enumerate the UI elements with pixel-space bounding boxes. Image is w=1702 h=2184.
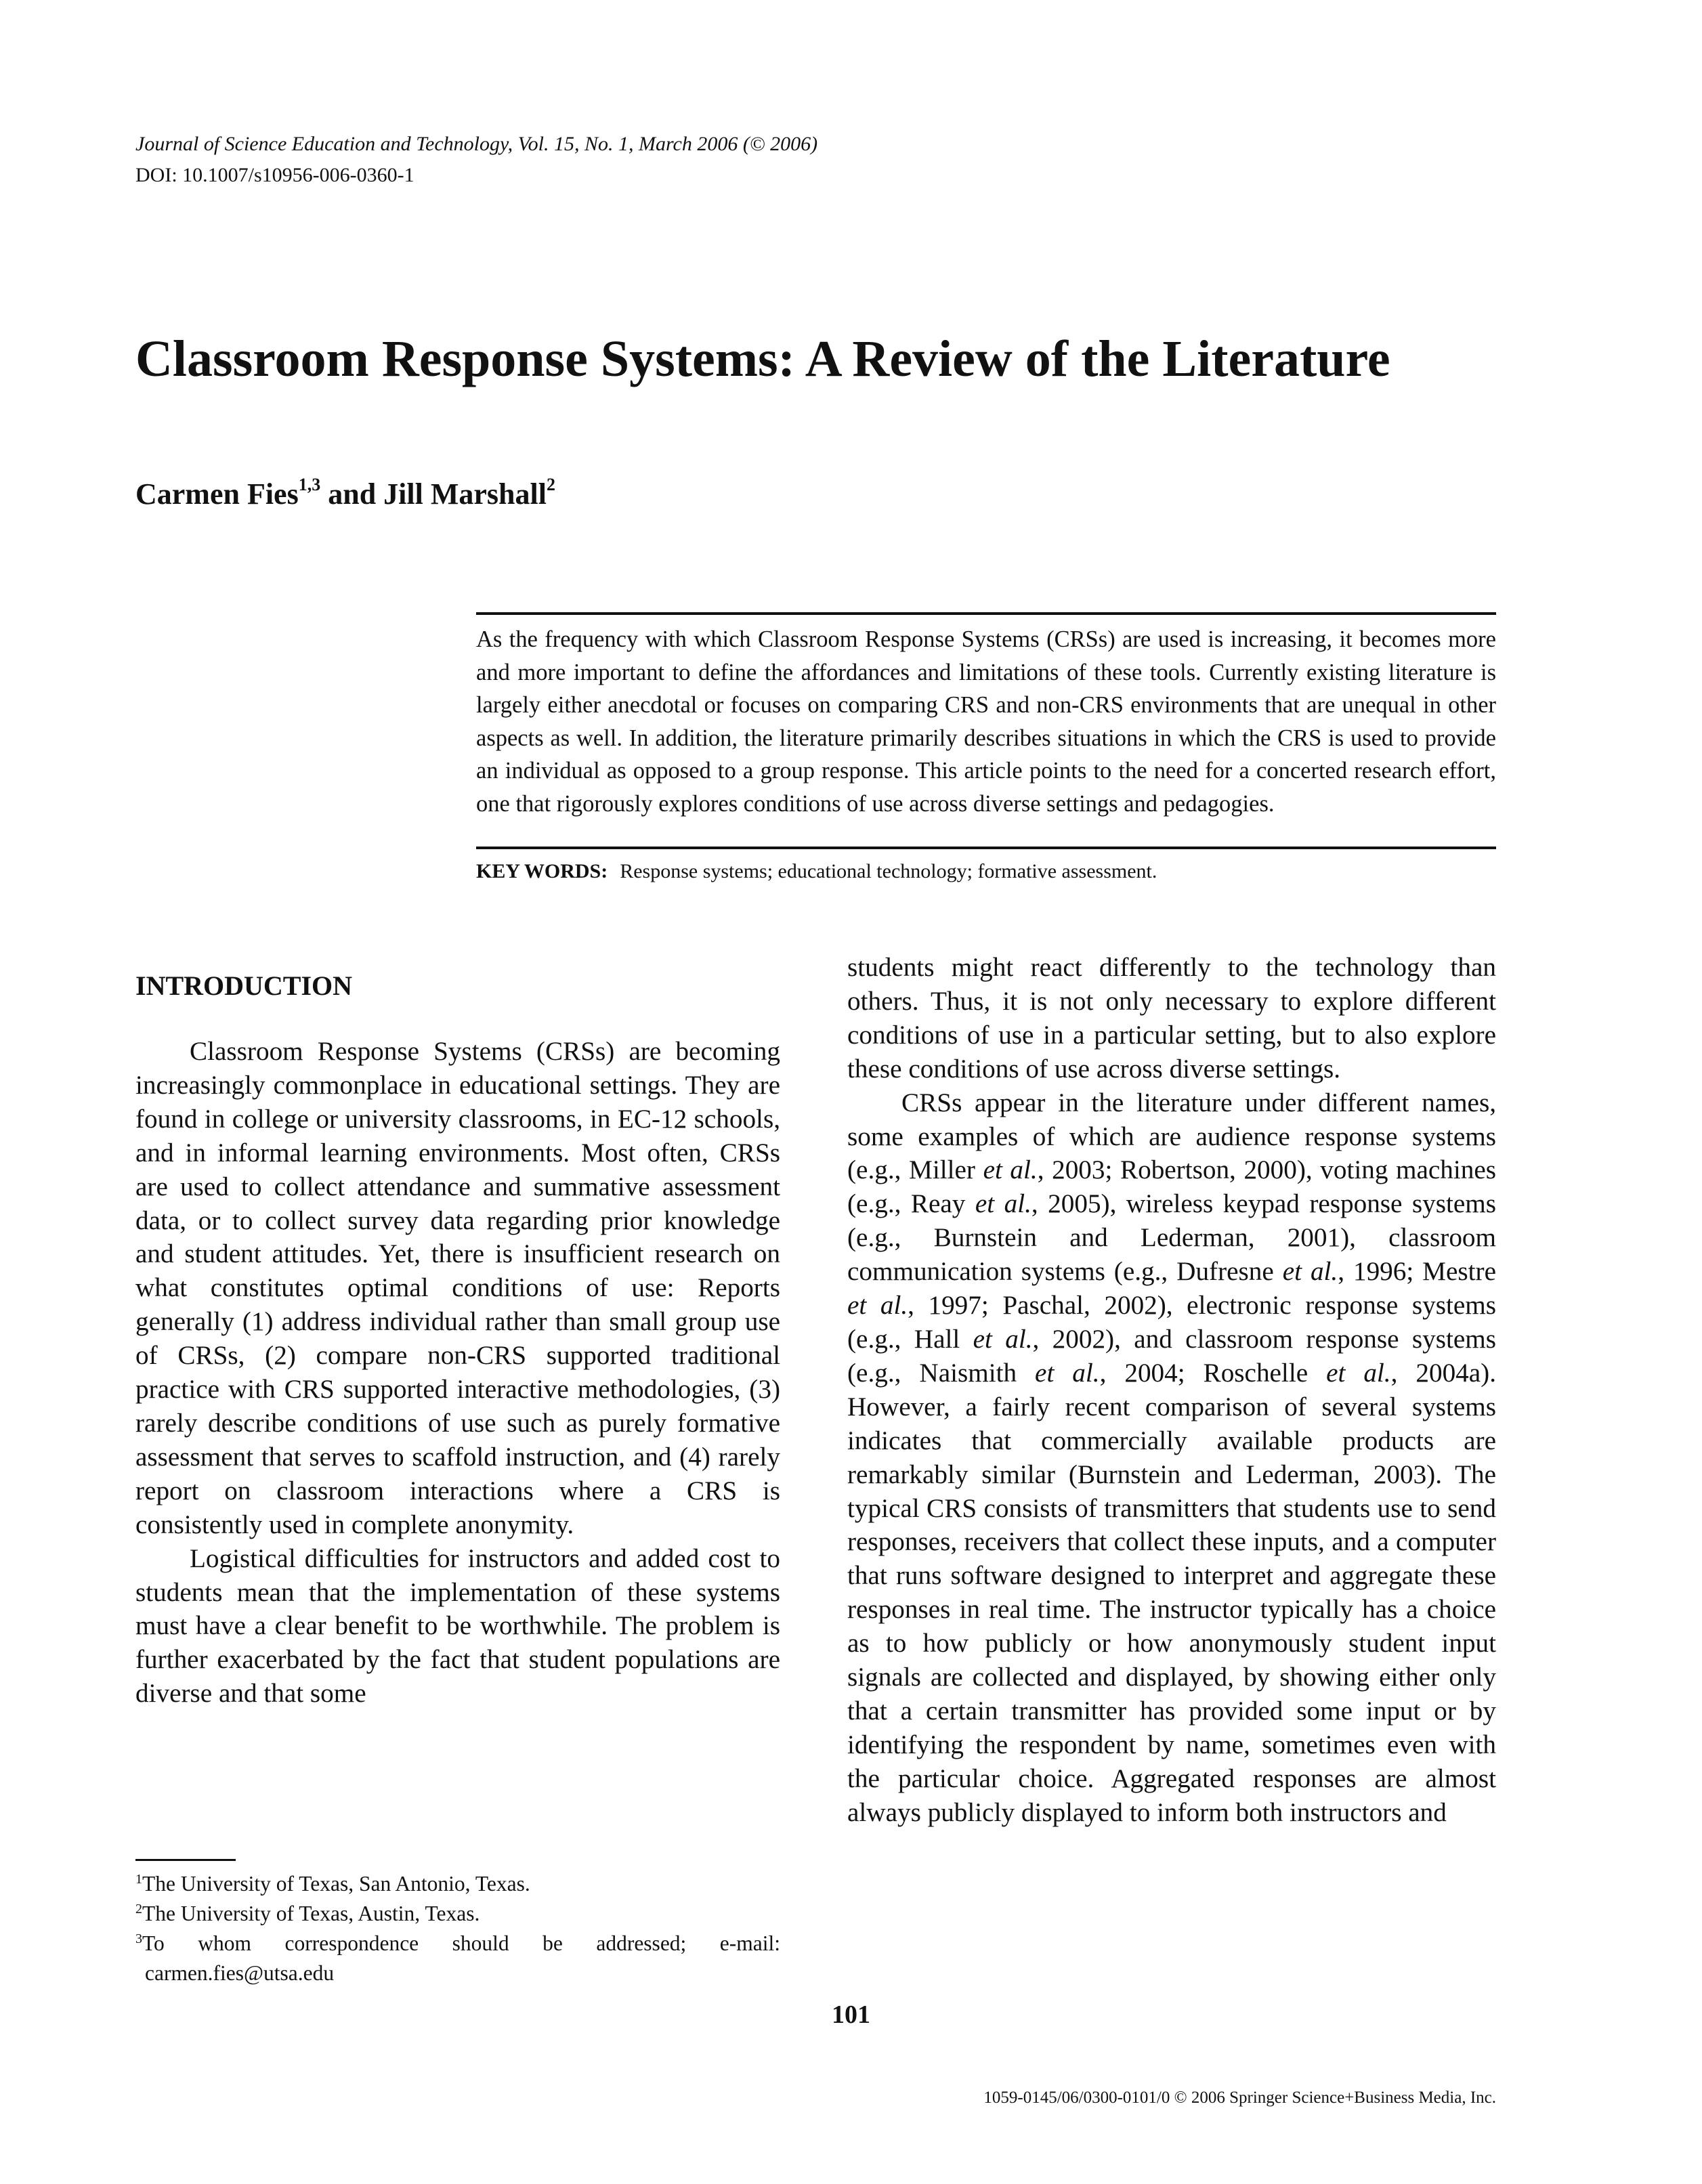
citation-etal: et al. <box>973 1324 1033 1354</box>
footnote <box>135 1869 780 1899</box>
footnote <box>135 1899 780 1929</box>
right-column <box>847 951 1496 1830</box>
text-run: , 2003; Robertson, 2000), voting machines (e.g., Reay <box>847 1155 1496 1219</box>
body-paragraph <box>847 1086 1496 1830</box>
section-heading: INTRODUCTION <box>135 970 353 1001</box>
keywords-text: Response systems; educational technology; formative assessment. <box>620 860 1157 882</box>
footnote-text: To whom correspondence should be addressed; e-mail: <box>142 1931 780 1955</box>
page-number: 101 <box>832 2000 870 2029</box>
author-name: Jill Marshall <box>383 477 547 511</box>
paper-title: Classroom Response Systems: A Review of the Literature <box>135 330 1390 387</box>
left-column <box>135 968 780 1711</box>
abstract-bottom-rule <box>476 847 1496 849</box>
text-run: , 2004; Roschelle <box>1099 1358 1327 1388</box>
footnote-mark: 1 <box>135 1872 142 1887</box>
footnote-email: carmen.fies@utsa.edu <box>145 1961 335 1985</box>
citation-etal: et al. <box>1282 1257 1338 1287</box>
keywords-label: KEY WORDS: <box>476 860 608 882</box>
footnote-mark: 3 <box>135 1931 142 1946</box>
footnote <box>135 1929 780 1958</box>
body-paragraph: Classroom Response Systems (CRSs) are becoming increasingly commonplace in educational settings. They are found in college or university classrooms, in EC-12 schools, and in informal learning environments. Most often, CRSs are used to collect attendance and summative assessment data, or to collect survey data regarding prior knowledge and student attitudes. Yet, there is insufficient research on what constitutes optimal conditions of use: Reports generally (1) address individual rather than small group use of CRSs, (2) compare non-CRS supported traditional practice with CRS supported interactive methodologies, (3) rarely describe conditions of use such as purely formative assessment that serves to scaffold instruction, and (4) rarely report on classroom interactions where a CRS is consistently used in complete anonymity. <box>135 1037 780 1539</box>
text-run: CRSs appear in the literature under different names, some examples of which are audience response systems (e.g., Miller <box>847 1088 1496 1185</box>
citation-etal: et al. <box>1035 1358 1100 1388</box>
doi-line: DOI: 10.1007/s10956-006-0360-1 <box>135 164 414 186</box>
author-affiliation-mark: 2 <box>546 475 555 494</box>
footnote-mark: 2 <box>135 1902 142 1917</box>
footnote-text: The University of Texas, San Antonio, Texas. <box>142 1872 530 1896</box>
text-run: , 2005), wireless keypad response systems (e.g., Burnstein and Lederman, 2001), classroom communication systems (e.g., Dufresne <box>847 1189 1497 1287</box>
footnote-text: The University of Texas, Austin, Texas. <box>142 1902 480 1925</box>
citation-etal: et al. <box>1326 1358 1391 1388</box>
journal-citation: Journal of Science Education and Technology, Vol. 15, No. 1, March 2006 (© 2006) <box>135 133 818 155</box>
citation-etal: et al. <box>983 1155 1038 1185</box>
author-line <box>135 474 555 515</box>
text-run: , 1997; Paschal, 2002), electronic response systems (e.g., Hall <box>847 1291 1496 1354</box>
text-run: , 2002), and classroom response systems (e.g., Naismith <box>847 1324 1497 1388</box>
abstract-top-rule <box>476 612 1496 615</box>
author-conjunction: and <box>320 477 384 511</box>
body-paragraph: students might react differently to the technology than others. Thus, it is not only necessary to explore different conditions of use in a particular setting, but to also explore these conditions of use across diverse settings. <box>847 953 1496 1084</box>
author-affiliation-mark: 1,3 <box>298 475 321 494</box>
text-run: , 2004a). However, a fairly recent comparison of several systems indicates that commercially available products are remarkably similar (Burnstein and Lederman, 2003). The typical CRS consists of transmitters that students use to send responses, receivers that collect these inputs, and a computer that runs software designed to interpret and aggregate these responses in real time. The instructor typically has a choice as to how publicly or how anonymously student input signals are collected and displayed, by showing either only that a certain transmitter has provided some input or by identifying the respondent by name, sometimes even with the particular choice. Aggregated responses are almost always publicly displayed to inform both instructors and <box>847 1358 1496 1827</box>
citation-etal: et al. <box>975 1189 1031 1219</box>
footnotes <box>135 1869 780 1988</box>
keywords <box>476 856 1157 887</box>
author-name: Carmen Fies <box>135 477 299 511</box>
body-paragraph: Logistical difficulties for instructors and added cost to students mean that the implementation of these systems must have a clear benefit to be worthwhile. The problem is further exacerbated by the fact that student populations are diverse and that some <box>135 1543 780 1709</box>
copyright-line: 1059-0145/06/0300-0101/0 © 2006 Springer Science+Business Media, Inc. <box>983 2089 1496 2107</box>
text-run: , 1996; Mestre <box>1338 1257 1497 1287</box>
citation-etal: et al. <box>847 1291 908 1321</box>
abstract: As the frequency with which Classroom Response Systems (CRSs) are used is increasing, it becomes more and more important to define the affordances and limitations of these tools. Currently existing literature is largely either anecdotal or focuses on comparing CRS and non-CRS environments that are unequal in other aspects as well. In addition, the literature primarily describes situations in which the CRS is used to provide an individual as opposed to a group response. This article points to the need for a concerted research effort, one that rigorously explores conditions of use across diverse settings and pedagogies. <box>476 626 1496 817</box>
footnote-rule <box>135 1859 236 1861</box>
